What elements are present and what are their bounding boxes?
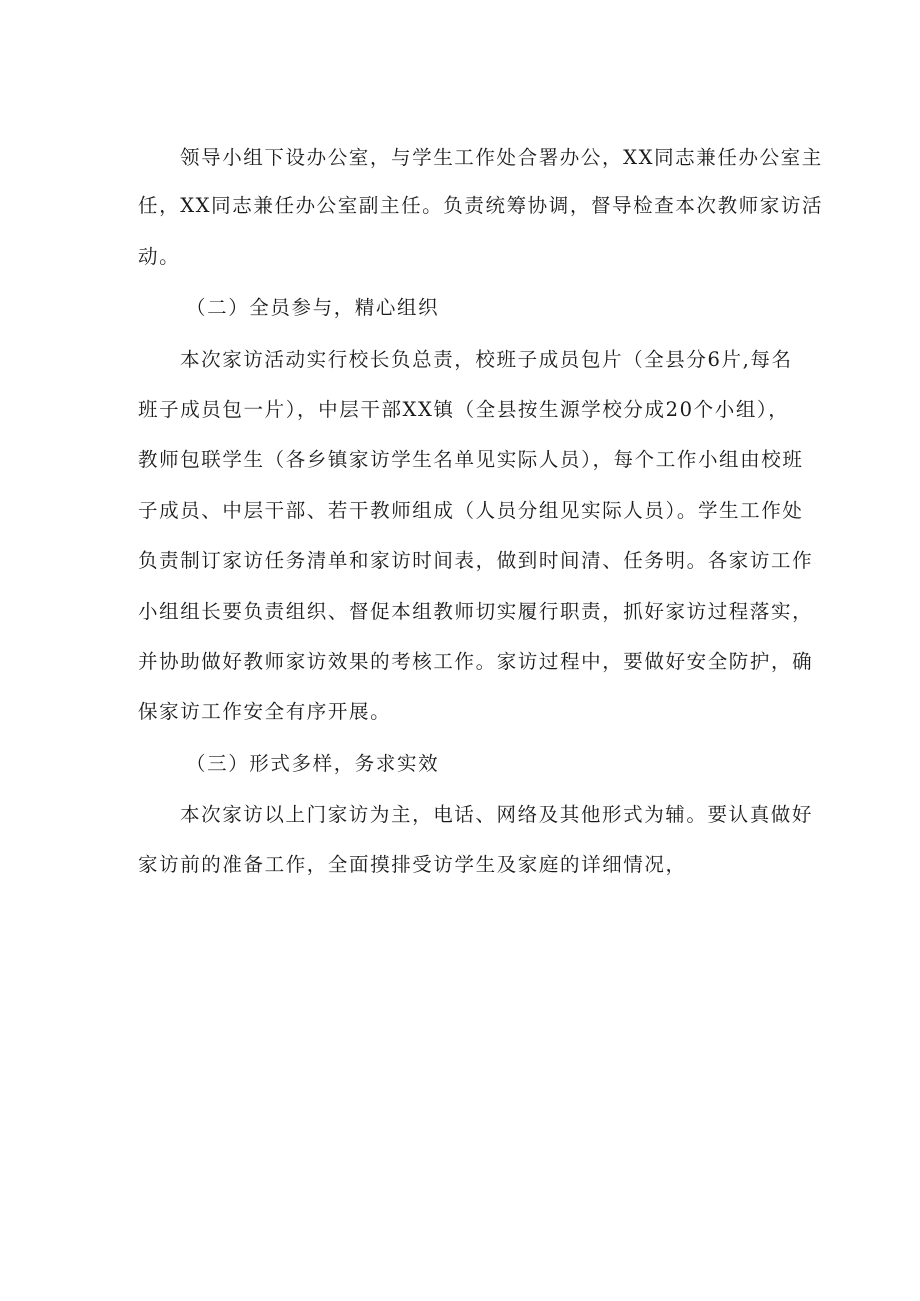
section-heading-2: （二）全员参与，精心组织 bbox=[186, 296, 440, 319]
paragraph-2-line-8: 保家访工作安全有序开展。 bbox=[138, 700, 392, 723]
paragraph-1-line-1: 领导小组下设办公室，与学生工作处合署办公，XX同志兼任办公室主 bbox=[180, 146, 823, 169]
paragraph-2-line-5: 负责制订家访任务清单和家访时间表，做到时间清、任务明。各家访工作 bbox=[138, 549, 814, 572]
paragraph-1-line-3: 动。 bbox=[138, 245, 181, 268]
paragraph-3-line-2: 家访前的准备工作，全面摸排受访学生及家庭的详细情况， bbox=[138, 853, 687, 876]
paragraph-2-line-3: 教师包联学生（各乡镇家访学生名单见实际人员），每个工作小组由校班 bbox=[138, 448, 804, 471]
paragraph-2-line-1: 本次家访活动实行校长负总责，校班子成员包片（全县分6片,每名 bbox=[180, 348, 793, 371]
paragraph-2-line-6: 小组组长要负责组织、督促本组教师切实履行职责，抓好家访过程落实， bbox=[138, 600, 814, 623]
paragraph-2-line-2: 班子成员包一片），中层干部XX镇（全县按生源学校分成20个小组）， bbox=[138, 398, 790, 421]
section-heading-3: （三）形式多样，务求实效 bbox=[186, 752, 440, 775]
paragraph-2-line-7: 并协助做好教师家访效果的考核工作。家访过程中，要做好安全防护，确 bbox=[138, 650, 814, 673]
paragraph-2-line-4: 子成员、中层干部、若干教师组成（人员分组见实际人员）。学生工作处 bbox=[138, 499, 804, 522]
paragraph-1-line-2: 任，XX同志兼任办公室副主任。负责统筹协调，督导检查本次教师家访活 bbox=[138, 194, 824, 217]
paragraph-3-line-1: 本次家访以上门家访为主，电话、网络及其他形式为辅。要认真做好 bbox=[180, 803, 814, 826]
